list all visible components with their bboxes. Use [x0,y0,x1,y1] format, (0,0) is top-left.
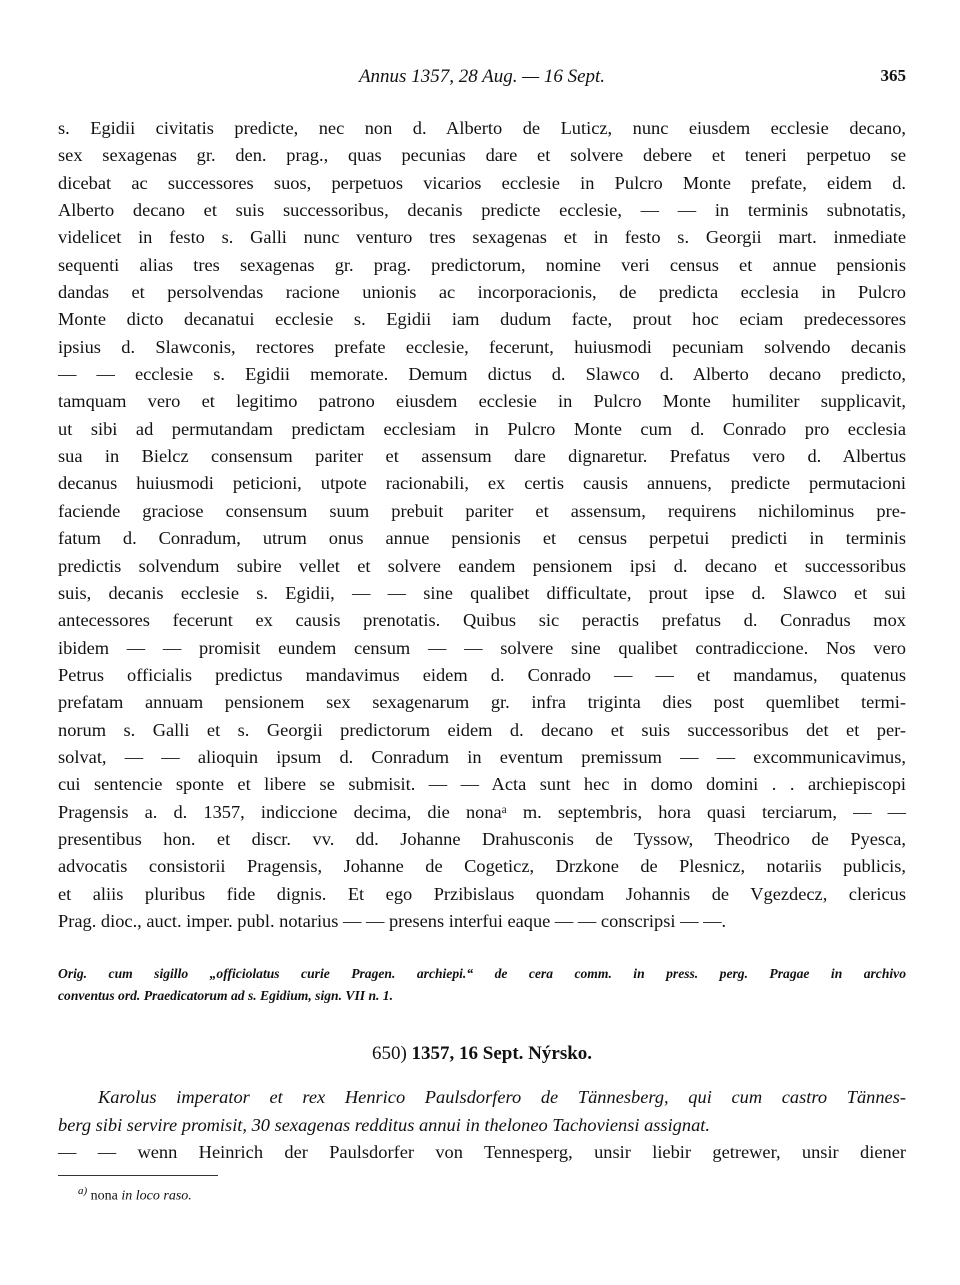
regest-summary [58,1083,906,1139]
charter-body-text [58,115,906,935]
source-note-line: Orig. cum sigillo „officiolatus curie Pragen. archiepi.“ de cera comm. in press. perg. Pragae in archivo [58,966,906,981]
body-text-line: — — ecclesie s. Egidii memorate. Demum dictus d. Slawco d. Alberto decano predicto, [58,364,906,385]
running-head [58,66,906,88]
body-text-line: tamquam vero et legitimo patrono eiusdem ecclesie in Pulcro Monte humiliter supplicavit, [58,391,906,412]
regest-line: berg sibi servire promisit, 30 sexagenas redditus annui in theloneo Tachoviensi assignat. [58,1115,710,1135]
body-text-line: antecessores fecerunt ex causis prenotatis. Quibus sic peractis prefatus d. Conradus mox [58,610,906,631]
body-text-line: suis, decanis ecclesie s. Egidii, — — sine qualibet difficultate, prout ipse d. Slawco et sui [58,582,906,603]
body-text-line: norum s. Galli et s. Georgii predictorum eidem d. decano et suis successoribus det et per- [58,719,906,740]
body-text-line: s. Egidii civitatis predicte, nec non d. Alberto de Luticz, nunc eiusdem ecclesie decano, [58,118,906,138]
body-text-line: et aliis pluribus fide dignis. Et ego Przibislaus quondam Johannis de Vgezdecz, clericus [58,883,906,904]
body-text-line: Prag. dioc., auct. imper. publ. notarius — — presens interfui eaque — — conscripsi — —. [58,910,727,931]
footnote-note: in loco raso. [121,1188,192,1204]
body-text-line: Petrus officialis predictus mandavimus eidem d. Conrado — — et mandamus, quatenus [58,664,906,685]
running-head-title: Annus 1357, 28 Aug. — 16 Sept. [358,66,606,87]
body-text-line: solvat, — — alioquin ipsum d. Conradum in eventum premissum — — excommunicavimus, [58,746,906,767]
regest-line: Karolus imperator et rex Henrico Paulsdorfero de Tännesberg, qui cum castro Tännes- [98,1087,906,1107]
body-text-line: videlicet in festo s. Galli nunc venturo tres sexagenas et in festo s. Georgii mart. inmediate [58,227,906,248]
body-text-line: presentibus hon. et discr. vv. dd. Johanne Drahusconis de Tyssow, Theodrico de Pyesca, [58,828,906,849]
body-text-line: sua in Bielcz consensum pariter et assensum dare dignaretur. Prefatus vero d. Albertus [58,446,906,467]
footnote [78,1185,192,1205]
german-text [58,1139,906,1166]
body-text-line: predictis solvendum subire vellet et solvere eandem pensionem ipsi d. decano et successoribus [58,555,906,576]
document-date: 1357, 16 Sept. [411,1043,524,1064]
body-text-line: advocatis consistorii Pragensis, Johanne de Cogeticz, Drzkone de Plesnicz, notariis publicis, [58,856,906,877]
german-text-line: — — wenn Heinrich der Paulsdorfer von Tennesperg, unsir liebir getrewer, unsir diener [58,1142,906,1162]
body-text-line: Alberto decano et suis successoribus, decanis predicte ecclesie, — — in terminis subnotatis, [58,200,906,221]
body-text-line: ibidem — — promisit eundem censum — — solvere sine qualibet contradiccione. Nos vero [58,637,906,658]
document-place: Nýrsko. [528,1043,593,1064]
document-number: 650) [371,1043,407,1064]
body-text-line: fatum d. Conradum, utrum onus annue pensionis et census perpetui predicti in terminis [58,528,906,549]
page-number: 365 [880,66,906,85]
body-text-line: dandas et persolvendas racione unionis ac incorporacionis, de predicta ecclesia in Pulcro [58,282,906,303]
body-text-line: Pragensis a. d. 1357, indiccione decima, die nonaᵃ m. septembris, hora quasi terciarum, — — [58,801,906,822]
body-text-line: sex sexagenas gr. den. prag., quas pecunias dare et solvere debere et teneri perpetuo se [58,145,906,166]
body-text-line: sequenti alias tres sexagenas gr. prag. predictorum, nomine veri census et annue pensionis [58,254,906,275]
body-text-line: cui sentencie sponte et libere se submisit. — — Acta sunt hec in domo domini . . archiepiscopi [58,774,906,795]
body-text-line: faciende graciose consensum suum prebuit pariter et assensum, requirens nichilominus pre- [58,500,906,521]
body-text-line: decanus huiusmodi peticioni, utpote racionabili, ex certis causis annuens, predicte permutacioni [58,473,906,494]
body-text-line: Monte dicto decanatui ecclesie s. Egidii iam dudum facte, prout hoc eciam predecessores [58,309,906,330]
footnote-mark: a) [78,1185,88,1197]
footnote-word: nona [90,1188,118,1204]
body-text-line: dicebat ac successores suos, perpetuos vicarios ecclesie in Pulcro Monte prefate, eidem d. [58,172,906,193]
footnote-rule [58,1175,218,1176]
source-note [58,963,906,1007]
body-text-line: prefatam annuam pensionem sex sexagenarum gr. infra triginta dies post quemlibet termi- [58,692,906,713]
source-note-line: conventus ord. Praedicatorum ad s. Egidium, sign. VII n. 1. [58,988,393,1003]
body-text-line: ut sibi ad permutandam predictam ecclesiam in Pulcro Monte cum d. Conrado pro ecclesia [58,418,906,439]
document-heading [58,1043,906,1065]
body-text-line: ipsius d. Slawconis, rectores prefate ecclesie, fecerunt, huiusmodi pecuniam solvendo decanis [58,336,906,357]
